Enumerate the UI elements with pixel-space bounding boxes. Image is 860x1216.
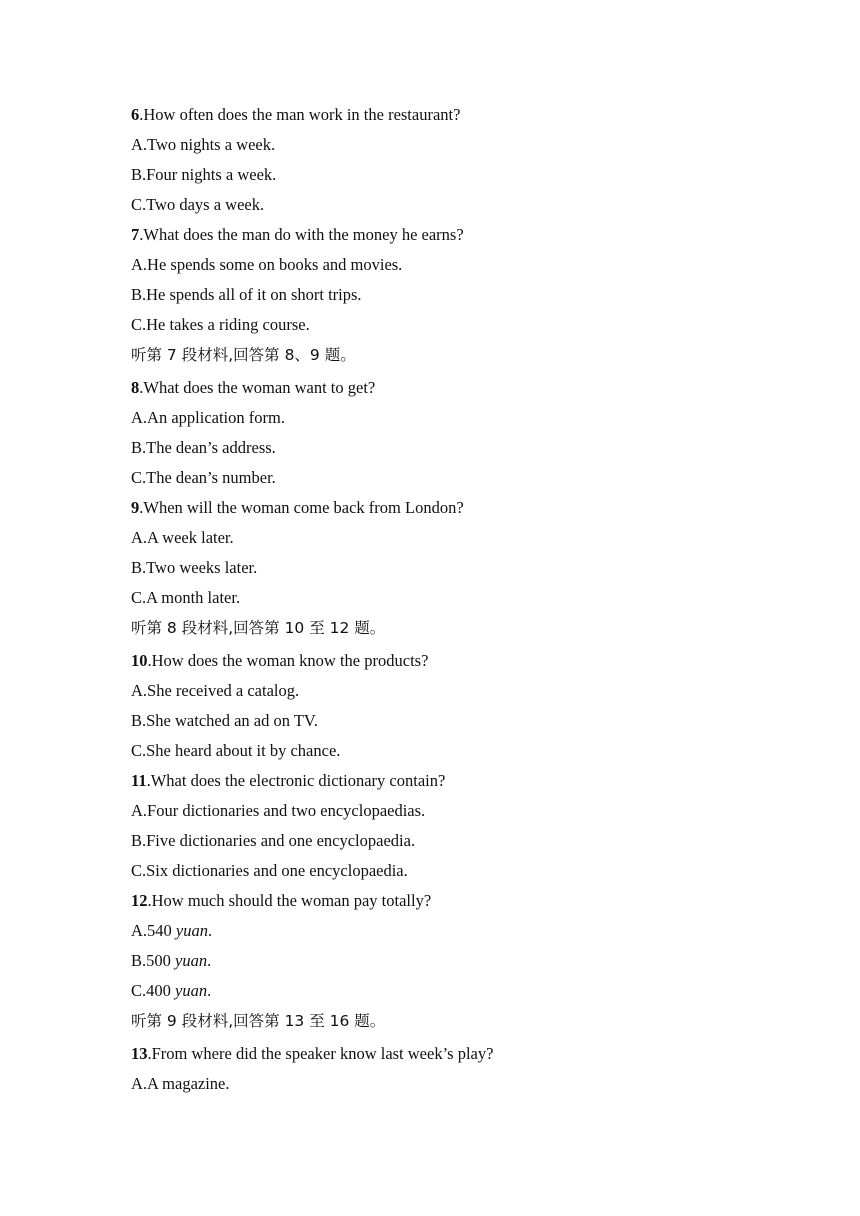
option-12a: [131, 921, 212, 941]
currency-unit: yuan: [175, 951, 208, 970]
question-number: 13: [131, 1044, 148, 1063]
question-text: .What does the man do with the money he earns?: [139, 225, 464, 244]
question-text: .How does the woman know the products?: [147, 651, 429, 670]
option-11a: A.Four dictionaries and two encyclopaedias.: [131, 801, 426, 820]
option-value: B.500: [131, 951, 176, 970]
question-10: [131, 651, 428, 671]
question-13: [131, 1044, 493, 1064]
option-11b: B.Five dictionaries and one encyclopaedia.: [131, 831, 416, 850]
question-number: 6: [131, 105, 140, 124]
option-12c: [131, 981, 211, 1001]
question-8: [131, 378, 375, 398]
option-8c: C.The dean’s number.: [131, 468, 276, 487]
option-9b: B.Two weeks later.: [131, 558, 258, 577]
question-text: .From where did the speaker know last week’s play?: [147, 1044, 494, 1063]
option-suffix: .: [207, 981, 212, 1000]
option-12b: [131, 951, 211, 971]
option-value: C.400: [131, 981, 176, 1000]
question-11: [131, 771, 445, 791]
option-8b: B.The dean’s address.: [131, 438, 276, 457]
question-number: 10: [131, 651, 148, 670]
option-13a: A.A magazine.: [131, 1074, 230, 1093]
section-heading-8: 听第 8 段材料,回答第 10 至 12 题。: [131, 619, 386, 637]
option-6c: C.Two days a week.: [131, 195, 265, 214]
option-10a: A.She received a catalog.: [131, 681, 300, 700]
question-text: .What does the woman want to get?: [139, 378, 376, 397]
option-6a: A.Two nights a week.: [131, 135, 276, 154]
question-number: 8: [131, 378, 140, 397]
option-6b: B.Four nights a week.: [131, 165, 277, 184]
option-7b: B.He spends all of it on short trips.: [131, 285, 362, 304]
option-suffix: .: [207, 951, 212, 970]
question-7: [131, 225, 464, 245]
question-text: .When will the woman come back from London?: [139, 498, 464, 517]
option-10b: B.She watched an ad on TV.: [131, 711, 318, 730]
option-7c: C.He takes a riding course.: [131, 315, 310, 334]
question-9: [131, 498, 464, 518]
section-heading-9: 听第 9 段材料,回答第 13 至 16 题。: [131, 1012, 386, 1030]
option-11c: C.Six dictionaries and one encyclopaedia.: [131, 861, 408, 880]
option-9c: C.A month later.: [131, 588, 241, 607]
option-value: A.540: [131, 921, 176, 940]
option-7a: A.He spends some on books and movies.: [131, 255, 403, 274]
question-number: 9: [131, 498, 140, 517]
question-text: .How often does the man work in the restaurant?: [139, 105, 461, 124]
question-number: 12: [131, 891, 148, 910]
question-12: [131, 891, 431, 911]
option-suffix: .: [208, 921, 213, 940]
question-number: 11: [131, 771, 147, 790]
option-10c: C.She heard about it by chance.: [131, 741, 341, 760]
section-heading-7: 听第 7 段材料,回答第 8、9 题。: [131, 346, 356, 364]
question-text: .What does the electronic dictionary contain?: [146, 771, 446, 790]
option-9a: A.A week later.: [131, 528, 234, 547]
question-6: [131, 105, 460, 125]
option-8a: A.An application form.: [131, 408, 285, 427]
question-number: 7: [131, 225, 140, 244]
currency-unit: yuan: [175, 921, 208, 940]
currency-unit: yuan: [175, 981, 208, 1000]
question-text: .How much should the woman pay totally?: [147, 891, 432, 910]
